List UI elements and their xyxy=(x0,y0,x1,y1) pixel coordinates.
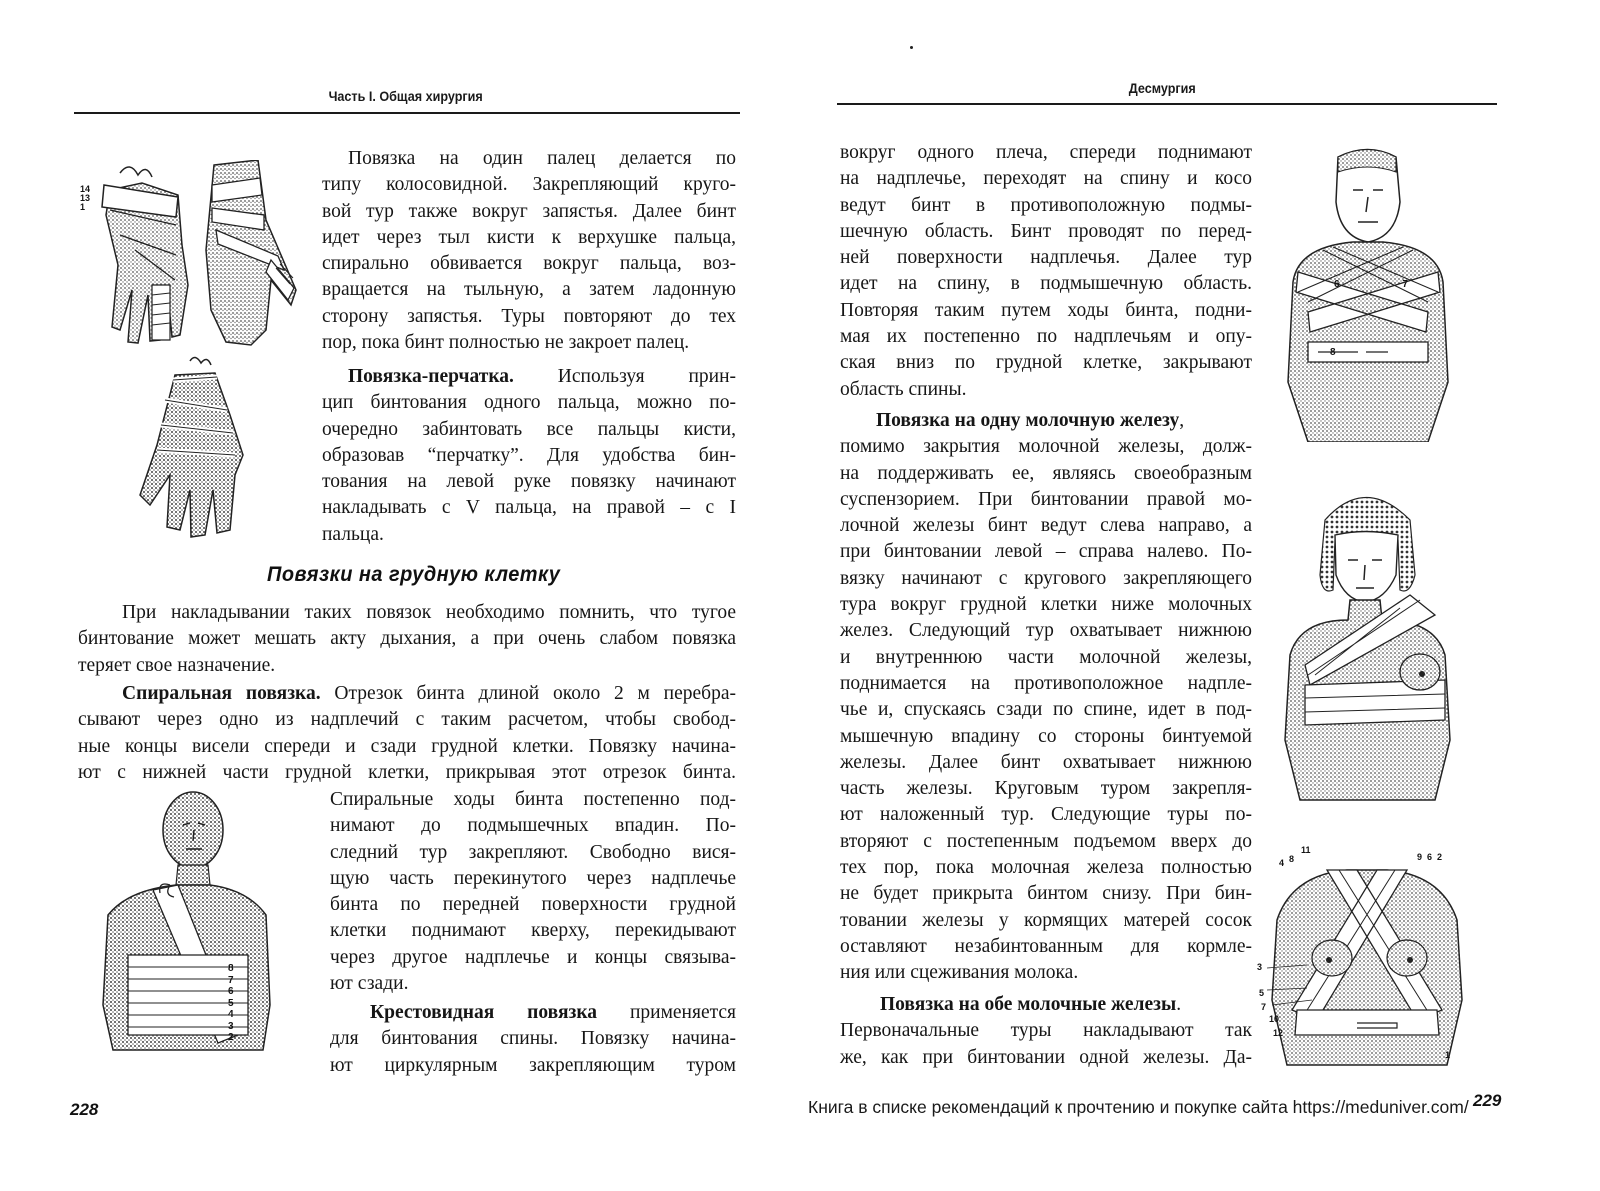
figure-both-breasts-bandage xyxy=(1257,840,1467,1070)
text-line: желез. Следующий тур охватывает нижнюю xyxy=(840,620,1252,642)
text-line: на поддерживать ее, являясь своеобразным xyxy=(840,462,1252,484)
figure-back-label-bottom: 8 xyxy=(1330,347,1336,358)
text-line: ская вниз по грудной клетке, закрывают xyxy=(840,352,1252,374)
text-line: тех пор, пока молочная железа полностью xyxy=(840,857,1252,879)
text-line: же, как при бинтовании одной железы. Да- xyxy=(840,1046,1252,1068)
right-page xyxy=(800,0,1600,1191)
text-fragment: Отрезок бинта длиной около 2 м перебра- xyxy=(320,683,736,704)
text-line: При накладывании таких повязок необходимо помнить, что тугое xyxy=(122,602,736,623)
fig-label: 1 xyxy=(1445,1050,1451,1060)
text-line: помимо закрытия молочной железы, долж- xyxy=(840,436,1252,458)
text-line: Повторяя таким путем ходы бинта, подни- xyxy=(840,299,1252,321)
left-running-head: Часть I. Общая хирургия xyxy=(328,88,483,104)
text-line: очередно забинтовать все пальцы кисти, xyxy=(322,418,736,440)
text-line: накладывать с V пальца, на правой – с I xyxy=(322,497,736,519)
text-line: пор, пока бинт полностью не закроет палец. xyxy=(322,332,690,354)
source-watermark: Книга в списке рекомендаций к прочтению и покупке сайта https://meduniver.com/ xyxy=(808,1097,1469,1117)
fig-label: 12 xyxy=(1273,1028,1284,1038)
figure-breasts-labels xyxy=(1257,840,1467,1070)
figure-hand-1-labels xyxy=(80,185,90,212)
text-line: Первоначальные туры накладывают так xyxy=(840,1020,1252,1042)
text-line: для бинтования спины. Повязку начина- xyxy=(330,1028,736,1050)
text-line: тования на левой руке повязку начинают xyxy=(322,471,736,493)
fig-label: 5 xyxy=(1259,988,1265,998)
fig-label: 3 xyxy=(1257,962,1263,972)
text-line: не будет прикрыта бинтом снизу. При бин- xyxy=(840,883,1252,905)
fig-label: 6 xyxy=(228,986,234,997)
paragraph-spiral-bandage xyxy=(78,681,736,786)
text-line xyxy=(322,364,736,390)
text-line: цип бинтования одного пальца, можно по- xyxy=(322,392,736,414)
text-line: лочной железы бинт ведут слева направо, а xyxy=(840,515,1252,537)
text-line: и внутреннюю части молочной железы, xyxy=(840,646,1252,668)
text-line: при бинтовании левой – справа налево. По- xyxy=(840,541,1252,563)
fig-label: 2 xyxy=(228,1032,234,1043)
text-line: ния или сцеживания молока. xyxy=(840,962,1079,984)
text-line: оставляют незабинтованным для кормле- xyxy=(840,935,1252,957)
text-line: вокруг одного плеча, спереди поднимают xyxy=(840,142,1252,163)
paragraph-chest-intro xyxy=(78,600,736,679)
text-line: тура вокруг грудной клетки ниже молочных xyxy=(840,594,1252,616)
fig-label: 9 xyxy=(1417,852,1423,862)
text-line: часть железы. Круговым туром закрепля- xyxy=(840,778,1252,800)
text-line: поднимается на противоположное надпле- xyxy=(840,672,1252,694)
text-line: щую часть перекинутого через надплечье xyxy=(330,867,736,889)
term-spiral-bandage: Спиральная повязка. xyxy=(122,683,321,704)
text-line: следний тур закрепляют. Свободно вися- xyxy=(330,841,736,863)
figure-one-breast-bandage xyxy=(1270,480,1460,810)
figure-chest-labels xyxy=(228,963,234,1044)
right-header-rule xyxy=(837,103,1497,105)
paragraph-cross-continuation xyxy=(840,140,1252,403)
left-page-number: 228 xyxy=(70,1100,99,1119)
left-header-rule xyxy=(74,112,740,114)
fig-label: 7 xyxy=(1402,279,1408,290)
paragraph-finger-bandage xyxy=(322,146,736,356)
text-line: вой тур также вокруг запястья. Далее бинт xyxy=(322,200,736,222)
text-line xyxy=(840,992,1252,1018)
text-line: нимают до подмышечных впадин. По- xyxy=(330,815,736,837)
text-line: ют с нижней части грудной клетки, прикрывая этот отрезок бинта. xyxy=(78,761,736,783)
text-line: товании железы у кормящих матерей сосок xyxy=(840,909,1252,931)
text-fragment: Используя прин- xyxy=(513,366,736,387)
text-line: идет на спину, в подмышечную область. xyxy=(840,273,1252,295)
figure-finger-bandage-back xyxy=(196,160,306,350)
term-cross-bandage: Крестовидная повязка xyxy=(370,1002,598,1023)
fig-label: 14 xyxy=(80,184,91,194)
fig-label: 13 xyxy=(80,193,91,203)
text-line: бинтование может мешать акту дыхания, а при очень слабом повязка xyxy=(78,628,736,650)
text-line: ные концы висели спереди и сзади грудной клетки. Повязку начина- xyxy=(78,735,736,757)
fig-label: 8 xyxy=(1289,854,1295,864)
text-line: мышечную впадину со стороны бинтуемой xyxy=(840,725,1252,747)
text-line: ют циркулярным закрепляющим туром xyxy=(330,1054,736,1076)
fig-label: 4 xyxy=(1279,858,1285,868)
text-line: ют наложенный тур. Следующие туры по- xyxy=(840,804,1252,826)
fig-label: 7 xyxy=(228,974,234,986)
figure-spiral-chest-bandage xyxy=(98,785,278,1065)
text-fragment: , xyxy=(1179,410,1185,431)
text-line: через другое надплечье и концы связыва- xyxy=(330,946,736,968)
fig-label: 7 xyxy=(1261,1002,1267,1012)
section-title-chest-bandages: Повязки на грудную клетку xyxy=(267,563,561,586)
text-line: клетки поднимают кверху, перекидывают xyxy=(330,920,736,942)
text-line: область спины. xyxy=(840,378,967,400)
paragraph-one-breast-bandage xyxy=(840,408,1252,987)
text-line: Повязка на один палец делается по xyxy=(348,148,736,169)
text-line: идет через тыл кисти к верхушке пальца, xyxy=(322,226,736,248)
fig-label: 11 xyxy=(1301,845,1311,855)
text-line: железы. Далее бинт охватывает нижнюю xyxy=(840,751,1252,773)
text-line: шечную область. Бинт проводят по перед- xyxy=(840,220,1252,242)
fig-label: 6 xyxy=(1427,852,1433,862)
speck xyxy=(910,46,913,49)
paragraph-both-breasts-bandage xyxy=(840,992,1252,1071)
figure-finger-bandage-palm xyxy=(80,155,198,355)
text-line xyxy=(840,408,1252,434)
figure-back-labels xyxy=(1334,279,1408,290)
text-line xyxy=(78,681,736,707)
text-line: вращается на тыльную, а затем ладонную xyxy=(322,279,736,301)
text-line: Спиральные ходы бинта постепенно под- xyxy=(330,789,736,810)
text-line: бинта по передней поверхности грудной xyxy=(330,894,736,916)
term-one-breast-bandage: Повязка на одну молочную железу xyxy=(876,410,1180,431)
text-fragment: . xyxy=(1176,994,1182,1015)
text-line: образовав “перчатку”. Для удобства бин- xyxy=(322,444,736,466)
term-both-breasts-bandage: Повязка на обе молочные железы xyxy=(880,994,1177,1015)
text-line: пальца. xyxy=(322,523,384,545)
fig-label: 3 xyxy=(228,1020,234,1032)
right-page-number: 229 xyxy=(1473,1091,1502,1110)
figure-bandage-glove xyxy=(135,355,250,540)
fig-label: 5 xyxy=(228,997,234,1009)
text-line: вторяют с постепенным подъемом вверх до xyxy=(840,830,1252,852)
text-line: спирально обвивается вокруг пальца, воз- xyxy=(322,253,736,275)
fig-label: 1 xyxy=(80,202,86,212)
text-line: чье и, спускаясь сзади по спине, идет в под- xyxy=(840,699,1252,721)
fig-label: 4 xyxy=(228,1009,234,1020)
text-line xyxy=(330,1000,736,1026)
right-running-head: Десмургия xyxy=(1128,80,1196,96)
text-line: сывают через одно из надплечий с таким расчетом, чтобы свобод- xyxy=(78,709,736,731)
paragraph-cross-bandage xyxy=(330,1000,736,1079)
text-line: на надплечье, переходят на спину и косо xyxy=(840,168,1252,190)
text-line: мая их постепенно по надплечьям и опу- xyxy=(840,326,1252,348)
text-line: типу колосовидной. Закрепляющий круго- xyxy=(322,174,736,196)
text-line: вязку начинают с кругового закрепляющего xyxy=(840,567,1252,589)
text-line: суспензорием. При бинтовании правой мо- xyxy=(840,488,1252,510)
paragraph-spiral-continuation xyxy=(330,787,736,997)
fig-label: 8 xyxy=(228,963,234,974)
text-line: ют сзади. xyxy=(330,973,409,995)
term-bandage-glove: Повязка-перчатка. xyxy=(348,366,514,387)
fig-label: 6 xyxy=(1334,279,1340,290)
text-line: теряет свое назначение. xyxy=(78,654,276,676)
fig-label: 10 xyxy=(1269,1014,1280,1024)
text-line: сторону запястья. Туры повторяют до тех xyxy=(322,305,736,327)
text-fragment: применяется xyxy=(597,1002,737,1023)
figure-cross-back-bandage xyxy=(1278,142,1458,442)
paragraph-bandage-glove xyxy=(322,364,736,548)
text-line: ведут бинт в противоположную подмы- xyxy=(840,194,1252,216)
text-line: ней поверхности надплечья. Далее тур xyxy=(840,247,1252,269)
fig-label: 2 xyxy=(1437,852,1443,862)
